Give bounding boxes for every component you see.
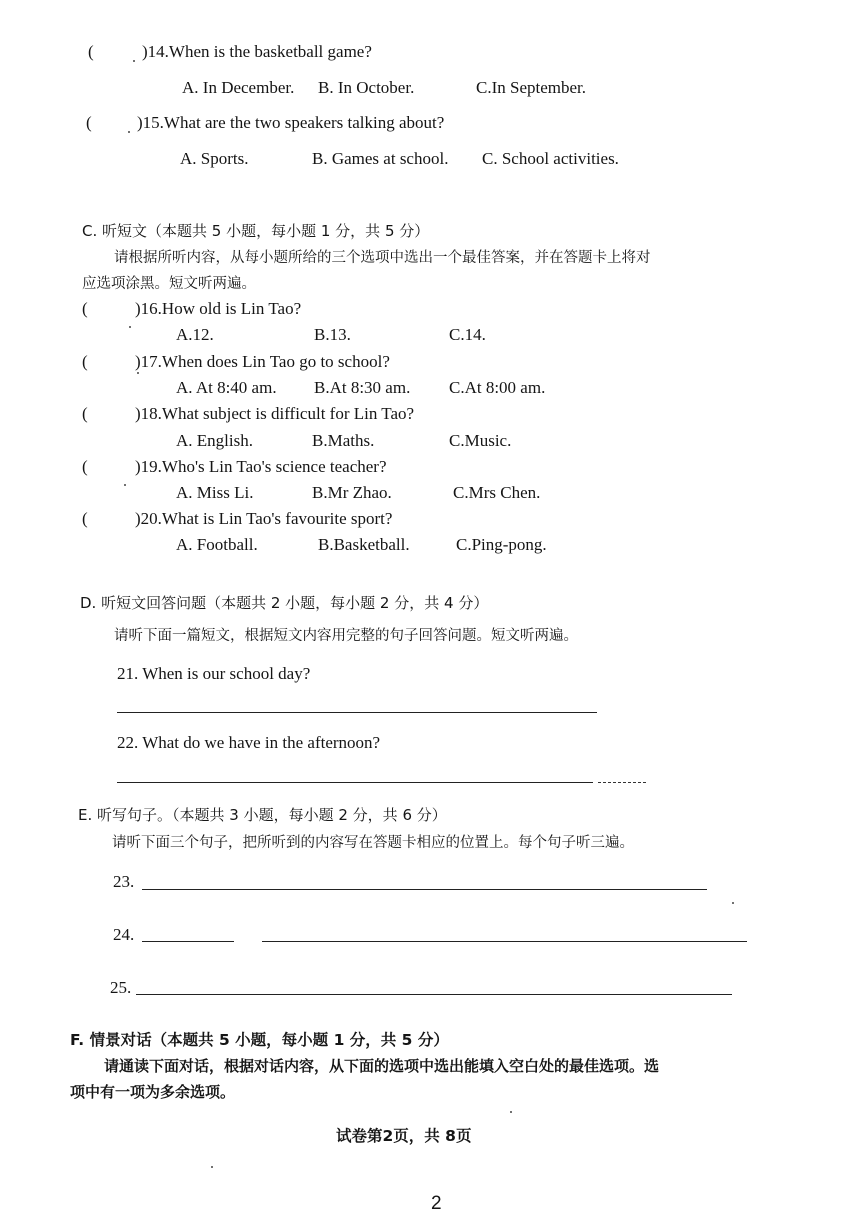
q18-option-c: C.Music. (449, 431, 512, 450)
q15-option-c: C. School activities. (482, 149, 619, 168)
scan-speck (137, 372, 139, 374)
q19-option-c: C.Mrs Chen. (453, 483, 541, 502)
q18-option-a: A. English. (176, 431, 253, 450)
question-14: )14.When is the basketball game? (142, 42, 372, 61)
question-18: )18.What subject is difficult for Lin Tao? (135, 404, 415, 423)
section-e-instruction: 请听下面三个句子，把所听到的内容写在答题卡相应的位置上。每个句子听三遍。 (112, 835, 634, 851)
q14-option-a: A. In December. (182, 78, 295, 97)
section-f-instruction-1: 请通读下面对话，根据对话内容，从下面的选项中选出能填入空白处的最佳选项。选 (104, 1057, 660, 1075)
question-15: )15.What are the two speakers talking about? (137, 113, 445, 132)
q16-option-b: B.13. (314, 325, 351, 344)
answer-paren-18: ( (82, 404, 88, 423)
q16-option-c: C.14. (449, 325, 486, 344)
page-info: 试卷第2页，共 8页 (336, 1127, 472, 1145)
dictation-line-24a[interactable] (142, 941, 234, 942)
answer-line-22-tail (598, 782, 646, 783)
q20-option-a: A. Football. (176, 535, 258, 554)
scan-speck (211, 1166, 213, 1168)
q17-option-b: B.At 8:30 am. (314, 378, 411, 397)
section-d-title: D. 听短文回答问题（本题共 2 小题，每小题 2 分，共 4 分） (80, 594, 489, 612)
scan-speck (510, 1111, 512, 1113)
q17-option-a: A. At 8:40 am. (176, 378, 277, 397)
section-c-instruction-1: 请根据所听内容，从每小题所给的三个选项中选出一个最佳答案，并在答题卡上将对 (114, 250, 651, 266)
q20-option-c: C.Ping-pong. (456, 535, 547, 554)
section-f-title: F. 情景对话（本题共 5 小题，每小题 1 分，共 5 分） (70, 1031, 449, 1049)
section-c-instruction-2: 应选项涂黑。短文听两遍。 (82, 276, 256, 292)
scan-speck (124, 484, 126, 486)
q18-option-b: B.Maths. (312, 431, 375, 450)
dictation-line-24b[interactable] (262, 941, 747, 942)
answer-line-21[interactable] (117, 712, 597, 713)
section-d-instruction: 请听下面一篇短文，根据短文内容用完整的句子回答问题。短文听两遍。 (114, 628, 578, 644)
question-21: 21. When is our school day? (117, 664, 311, 683)
section-f-instruction-2: 项中有一项为多余选项。 (70, 1083, 236, 1101)
question-20: )20.What is Lin Tao's favourite sport? (135, 509, 393, 528)
q19-option-a: A. Miss Li. (176, 483, 254, 502)
scan-speck (732, 902, 734, 904)
dictation-label-24: 24. (113, 925, 135, 944)
q15-option-a: A. Sports. (180, 149, 249, 168)
answer-paren-19: ( (82, 457, 88, 476)
q14-option-c: C.In September. (476, 78, 587, 97)
answer-line-22[interactable] (117, 782, 593, 783)
answer-paren-16: ( (82, 299, 88, 318)
dictation-label-23: 23. (113, 872, 135, 891)
answer-paren-15: ( (86, 113, 92, 132)
dictation-line-25[interactable] (136, 994, 732, 995)
dictation-label-25: 25. (110, 978, 132, 997)
scan-speck (133, 60, 135, 62)
answer-paren-20: ( (82, 509, 88, 528)
q15-option-b: B. Games at school. (312, 149, 449, 168)
q19-option-b: B.Mr Zhao. (312, 483, 392, 502)
q17-option-c: C.At 8:00 am. (449, 378, 546, 397)
section-e-title: E. 听写句子。（本题共 3 小题，每小题 2 分，共 6 分） (78, 806, 447, 824)
answer-paren-14: ( (88, 42, 94, 61)
answer-paren-17: ( (82, 352, 88, 371)
page-number: 2 (431, 1193, 442, 1214)
question-16: )16.How old is Lin Tao? (135, 299, 302, 318)
scan-speck (129, 326, 131, 328)
q20-option-b: B.Basketball. (318, 535, 410, 554)
question-22: 22. What do we have in the afternoon? (117, 733, 381, 752)
section-c-title: C. 听短文（本题共 5 小题，每小题 1 分，共 5 分） (82, 222, 430, 240)
scan-speck (128, 131, 130, 133)
question-17: )17.When does Lin Tao go to school? (135, 352, 390, 371)
q16-option-a: A.12. (176, 325, 214, 344)
q14-option-b: B. In October. (318, 78, 415, 97)
question-19: )19.Who's Lin Tao's science teacher? (135, 457, 387, 476)
dictation-line-23[interactable] (142, 889, 707, 890)
